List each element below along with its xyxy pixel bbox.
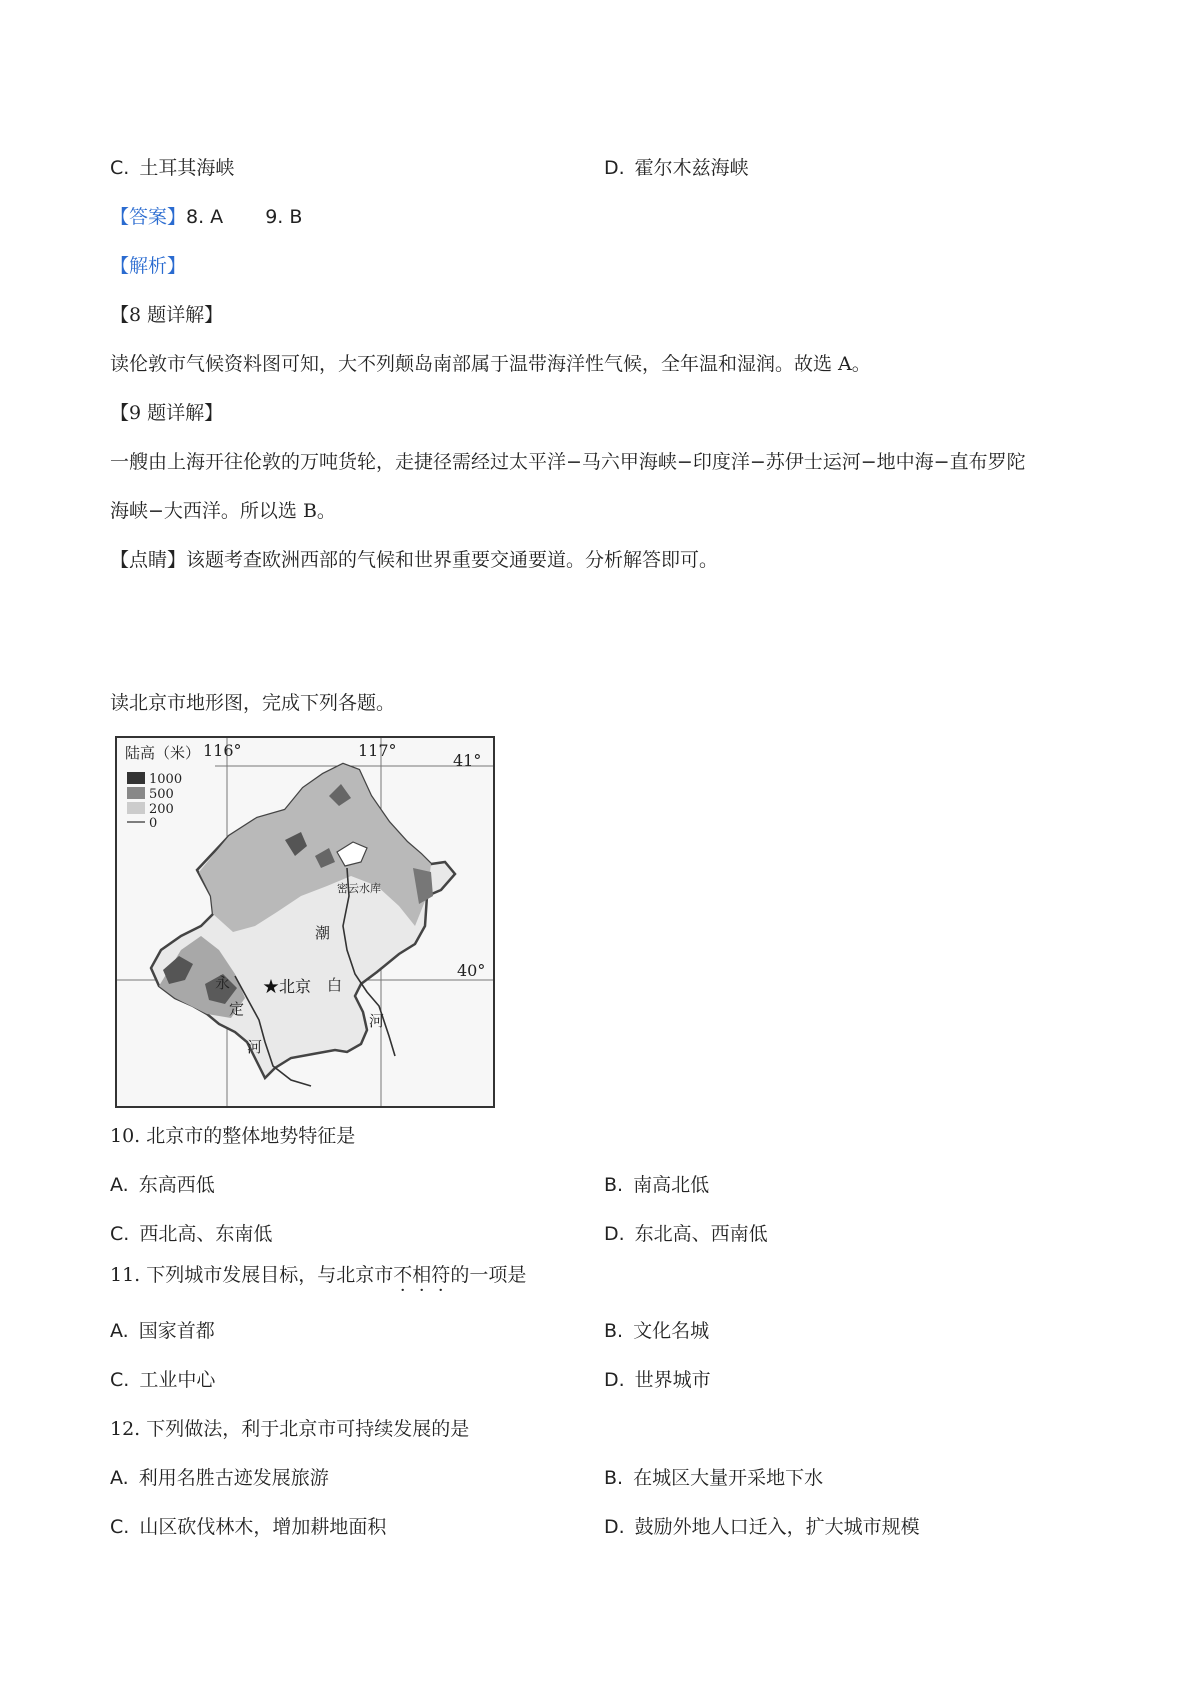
emphasis-char: 不 xyxy=(393,1264,413,1286)
question-11-option-b: B. 文化名城 xyxy=(604,1320,710,1342)
reservoir-label: 密云水库 xyxy=(337,882,381,895)
question-11-option-d: D. 世界城市 xyxy=(604,1369,711,1391)
legend-swatch-500 xyxy=(127,787,145,799)
question-10-stem: 10. 北京市的整体地势特征是 xyxy=(110,1125,356,1147)
question-11-option-a: A. 国家首都 xyxy=(110,1320,215,1342)
legend-level-200: 200 xyxy=(149,802,174,817)
question-11-option-c: C. 工业中心 xyxy=(110,1369,216,1391)
beijing-terrain-map xyxy=(115,736,495,1108)
q8-detail-title: 【8 题详解】 xyxy=(110,304,224,326)
option-d-q9: D. 霍尔木兹海峡 xyxy=(604,157,749,179)
question-12-stem: 12. 下列做法，利于北京市可持续发展的是 xyxy=(110,1418,470,1440)
river-label-bai: 白 xyxy=(327,976,343,994)
lon-label-116: 116° xyxy=(203,741,242,760)
question-12-option-c: C. 山区砍伐林木，增加耕地面积 xyxy=(110,1516,387,1538)
answer-line: 【答案】8. A 9. B xyxy=(110,206,303,228)
question-12-option-a: A. 利用名胜古迹发展旅游 xyxy=(110,1467,329,1489)
emphasis-char: 符 xyxy=(431,1264,451,1286)
question-10-option-a: A. 东高西低 xyxy=(110,1174,215,1196)
q8-detail-text: 读伦敦市气候资料图可知，大不列颠岛南部属于温带海洋性气候，全年温和湿润。故选 A。 xyxy=(110,353,871,375)
legend-level-0: 0 xyxy=(149,816,158,831)
analysis-tag: 【解析】 xyxy=(110,255,187,277)
q9-detail-title: 【9 题详解】 xyxy=(110,402,224,424)
lat-label-40: 40° xyxy=(457,961,486,980)
question-10-option-b: B. 南高北低 xyxy=(604,1174,710,1196)
comment: 【点睛】该题考查欧洲西部的气候和世界重要交通要道。分析解答即可。 xyxy=(110,549,719,571)
river-label-ding: 定 xyxy=(229,1000,245,1018)
city-label-beijing: ★北京 xyxy=(263,977,312,996)
legend-swatch-200 xyxy=(127,802,145,814)
river-label-he2: 河 xyxy=(247,1038,263,1056)
intro-text: 读北京市地形图，完成下列各题。 xyxy=(110,692,396,714)
question-10-option-c: C. 西北高、东南低 xyxy=(110,1223,273,1245)
river-label-yong: 永 xyxy=(215,974,231,992)
q9-detail-line2: 海峡−大西洋。所以选 B。 xyxy=(110,500,336,522)
lon-label-117: 117° xyxy=(358,741,397,760)
question-11-stem: 11. 下列城市发展目标，与北京市不相符的一项是 xyxy=(110,1264,527,1286)
question-12-option-b: B. 在城区大量开采地下水 xyxy=(604,1467,824,1489)
river-label-chao: 潮 xyxy=(315,924,331,942)
legend-level-500: 500 xyxy=(149,787,174,802)
legend-level-1000: 1000 xyxy=(149,772,183,787)
question-10-option-d: D. 东北高、西南低 xyxy=(604,1223,768,1245)
option-c-q9: C. 土耳其海峡 xyxy=(110,157,235,179)
legend-swatch-1000 xyxy=(127,772,145,784)
legend-title: 陆高（米） xyxy=(125,744,201,762)
question-12-option-d: D. 鼓励外地人口迁入，扩大城市规模 xyxy=(604,1516,920,1538)
lat-label-41: 41° xyxy=(453,751,482,770)
q9-detail-line1: 一艘由上海开往伦敦的万吨货轮，走捷径需经过太平洋−马六甲海峡−印度洋−苏伊士运河−地中海−直布罗陀 xyxy=(110,451,1026,473)
river-label-he1: 河 xyxy=(369,1012,385,1030)
emphasis-char: 相 xyxy=(412,1264,432,1286)
